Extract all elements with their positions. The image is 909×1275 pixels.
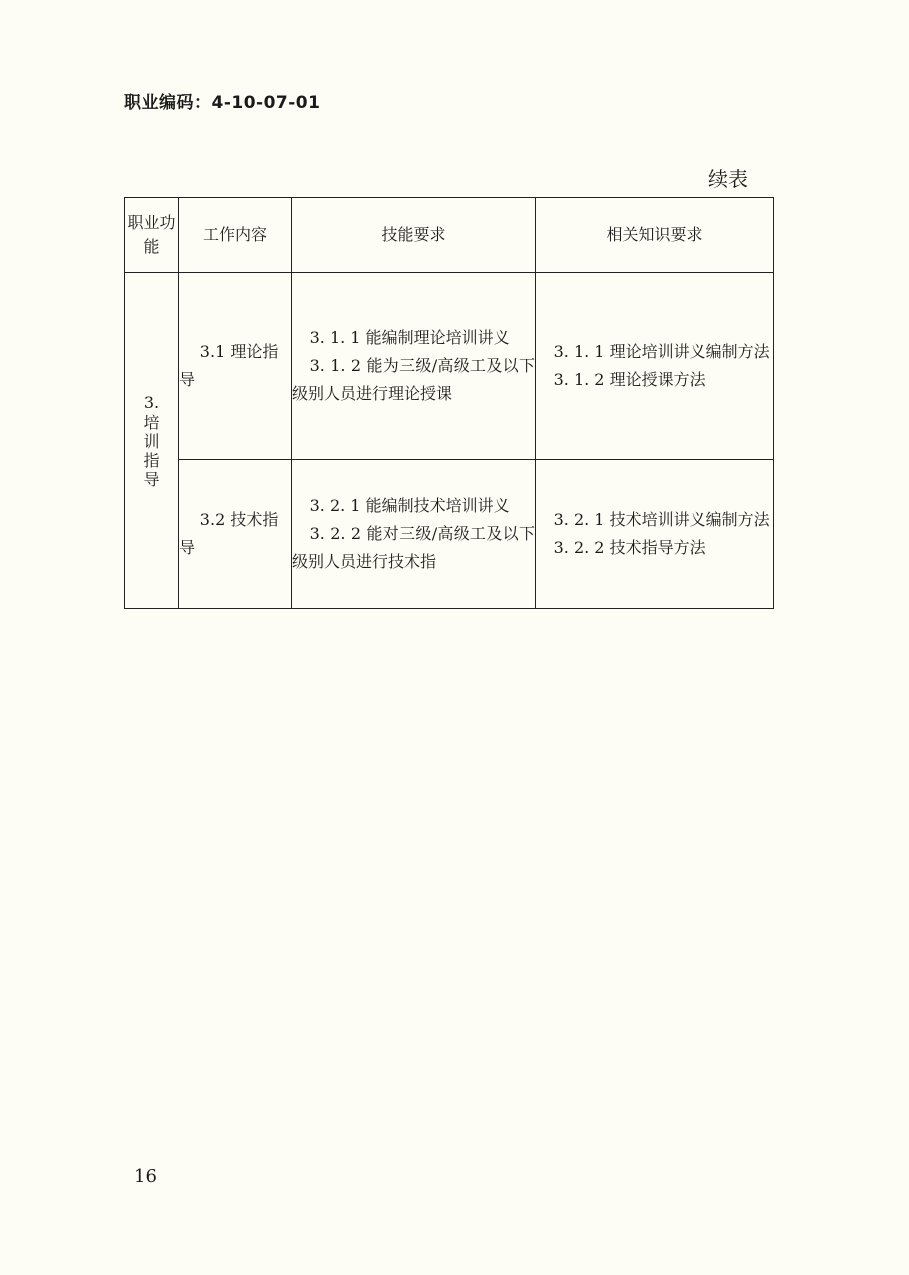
header-knowledge: 相关知识要求 (536, 198, 774, 273)
table-header-row (125, 198, 774, 273)
work-content-cell: 3.2 技术指导 (179, 460, 292, 609)
function-number: 3. (143, 392, 160, 412)
continued-table-label: 续表 (708, 167, 748, 191)
skill-item: 3. 2. 2 能对三级/高级工及以下级别人员进行技术指 (292, 524, 535, 571)
table-row (125, 460, 774, 609)
occupation-code: 职业编码：4-10-07-01 (124, 93, 321, 113)
header-function: 职业功能 (125, 198, 179, 273)
header-work-content: 工作内容 (179, 198, 292, 273)
header-skills: 技能要求 (292, 198, 536, 273)
skill-item: 3. 2. 1 能编制技术培训讲义 (309, 496, 510, 515)
skill-item: 3. 1. 1 能编制理论培训讲义 (309, 328, 510, 347)
knowledge-cell (536, 273, 774, 460)
table-row (125, 273, 774, 460)
skills-cell (292, 273, 536, 460)
skills-cell (292, 460, 536, 609)
work-content-cell: 3.1 理论指导 (179, 273, 292, 460)
requirements-table (124, 197, 774, 609)
skill-item: 3. 1. 2 能为三级/高级工及以下级别人员进行理论授课 (292, 356, 535, 403)
knowledge-item: 3. 2. 1 技术培训讲义编制方法 (553, 510, 770, 529)
function-cell (125, 273, 179, 609)
knowledge-item: 3. 2. 2 技术指导方法 (553, 538, 706, 557)
knowledge-cell (536, 460, 774, 609)
knowledge-item: 3. 1. 1 理论培训讲义编制方法 (553, 342, 770, 361)
page-number: 16 (134, 1166, 157, 1187)
function-name: 培训指导 (143, 412, 160, 489)
knowledge-item: 3. 1. 2 理论授课方法 (553, 370, 706, 389)
